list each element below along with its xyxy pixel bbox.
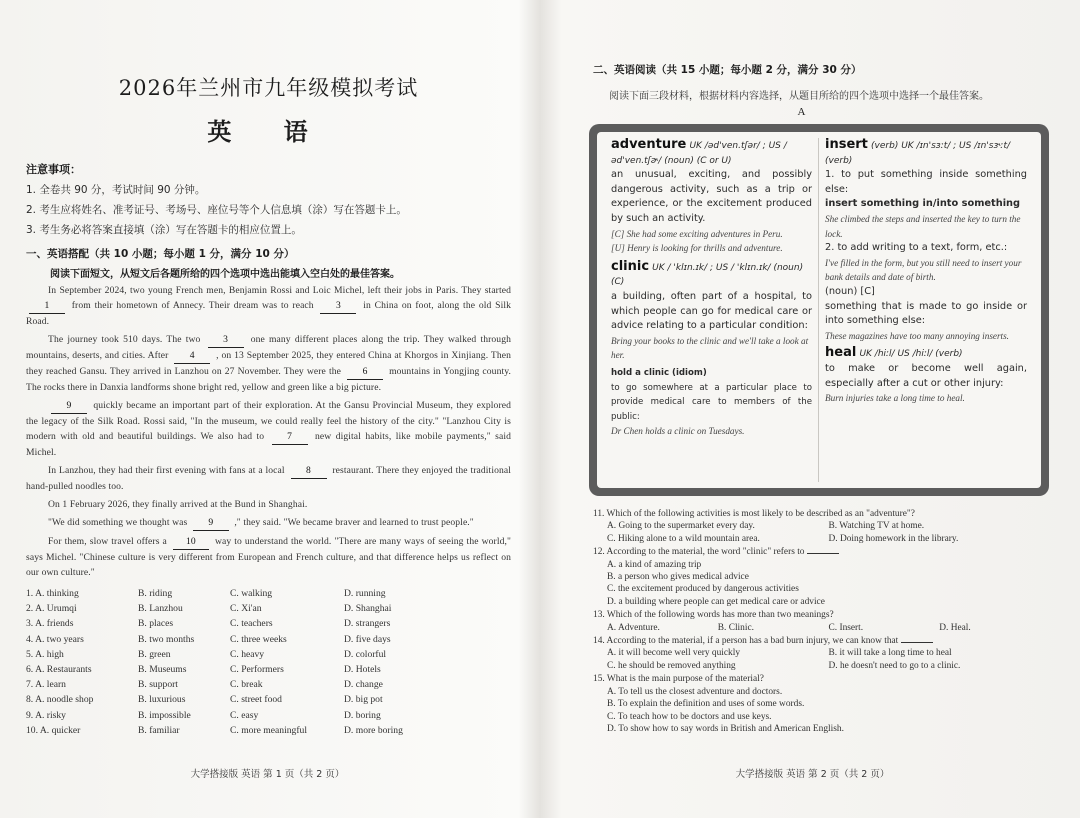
option: B. familiar bbox=[138, 724, 180, 736]
option: 10. A. quicker bbox=[26, 724, 81, 736]
blank: 9 bbox=[51, 398, 87, 414]
passage-text: mountains in Yongjing county. The rocks there in Danxia landforms shone bright red, yellow and green like a big picture. bbox=[26, 366, 512, 393]
example: She climbed the steps and inserted the key to turn the lock. bbox=[825, 213, 1021, 239]
section-2-heading: 二、英语阅读（共 15 小题；每小题 2 分，满分 30 分） bbox=[593, 64, 862, 76]
option: C. break bbox=[230, 679, 263, 691]
notes-title: 注意事项： bbox=[26, 163, 81, 176]
option: C. Performers bbox=[230, 664, 284, 676]
option: D. Doing homework in the library. bbox=[828, 533, 959, 544]
option: D. he doesn't need to go to a clinic. bbox=[828, 660, 961, 671]
option: D. big pot bbox=[344, 694, 383, 706]
dictionary-page bbox=[597, 132, 1041, 488]
option: C. To teach how to be doctors and use keys. bbox=[607, 711, 772, 722]
example: Dr Chen holds a clinic on Tuesdays. bbox=[611, 426, 745, 437]
section-2-instructions: 阅读下面三段材料，根据材料内容选择，从题目所给的四个选项中选择一个最佳答案。 bbox=[609, 91, 989, 102]
option: 1. A. thinking bbox=[26, 588, 79, 600]
option: 7. A. learn bbox=[26, 679, 66, 691]
subject-title: 英 语 bbox=[207, 118, 330, 146]
blank: 10 bbox=[173, 534, 209, 550]
section-1-heading: 一、英语搭配（共 10 小题；每小题 1 分，满分 10 分） bbox=[26, 248, 295, 260]
definition: 1. to put something inside something else: bbox=[825, 169, 1027, 195]
passage-paragraph bbox=[26, 398, 511, 460]
option: D. Hotels bbox=[344, 664, 381, 676]
option: B. Lanzhou bbox=[138, 603, 183, 615]
option: A. a kind of amazing trip bbox=[607, 559, 702, 570]
definition: 2. to add writing to a text, form, etc.: bbox=[825, 242, 1008, 254]
option: C. Hiking alone to a wild mountain area. bbox=[607, 533, 760, 544]
option: 6. A. Restaurants bbox=[26, 664, 92, 676]
option: B. impossible bbox=[138, 709, 191, 721]
question-stem bbox=[593, 546, 1050, 558]
question-stem-text: 12. According to the material, the word "clinic" refers to bbox=[593, 547, 805, 558]
option: D. a building where people can get medical care or advice bbox=[607, 596, 825, 607]
option: D. boring bbox=[344, 709, 381, 721]
question-options bbox=[593, 647, 1050, 672]
dictionary-column-right bbox=[819, 138, 1033, 482]
passage-text: restaurant. There they enjoyed the traditional hand-pulled noodles too. bbox=[26, 465, 512, 492]
example: Bring your books to the clinic and we'll take a look at her. bbox=[611, 335, 809, 361]
option: D. Shanghai bbox=[344, 603, 392, 615]
passage-text: The journey took 510 days. The two bbox=[48, 334, 201, 345]
pronunciation: UK /hiːl/ US /hiːl/ (verb) bbox=[859, 349, 963, 360]
question-stem bbox=[593, 635, 1050, 647]
blank: 4 bbox=[174, 348, 210, 364]
passage-paragraph bbox=[26, 283, 511, 329]
option-row bbox=[26, 723, 511, 738]
option: B. support bbox=[138, 679, 178, 691]
passage-label: A bbox=[797, 106, 806, 118]
pronunciation: UK /əd'ven.tʃər/ ; US /əd'ven.tʃɚ/ (noun) (C or U) bbox=[611, 141, 787, 166]
passage-text: ," they said. "We became braver and learned to trust people." bbox=[234, 517, 474, 528]
option: A. Going to the supermarket every day. bbox=[607, 521, 755, 532]
option: B. green bbox=[138, 648, 171, 660]
headword: insert bbox=[825, 137, 868, 152]
passage-text: in China on foot, along the old Silk Road. bbox=[26, 300, 512, 327]
example: Burn injuries take a long time to heal. bbox=[825, 393, 965, 404]
blank: 6 bbox=[347, 364, 383, 380]
example: [U] Henry is looking for thrills and adventure. bbox=[611, 243, 783, 254]
option-row bbox=[26, 662, 511, 677]
passage-text: quickly became an important part of their exploration. At the Gansu Provincial Museum, they explored the legacy of the Silk Road. Rossi said, "In the museum, we could really feel the history of the city." "Lanzhou City is modern with old and beautiful buildings. We also had to bbox=[26, 400, 511, 442]
question-stem: 11. Which of the following activities is most likely to be described as an "adventure"? bbox=[593, 509, 915, 519]
page-footer: 大学搭接版 英语 第 1 页（共 2 页） bbox=[190, 769, 345, 780]
headword: heal bbox=[825, 345, 857, 361]
entry-insert bbox=[825, 138, 1027, 343]
option: C. Xi'an bbox=[230, 603, 262, 615]
option-row bbox=[26, 586, 511, 601]
answer-blank bbox=[807, 553, 839, 554]
blank: 1 bbox=[29, 298, 65, 314]
option: B. Clinic. bbox=[717, 622, 754, 633]
option: B. places bbox=[138, 618, 174, 630]
answer-blank bbox=[901, 642, 933, 643]
example: [C] She had some exciting adventures in Peru. bbox=[611, 228, 783, 239]
passage-text: For them, slow travel offers a bbox=[48, 536, 167, 547]
question-stem-text: 14. According to the material, if a person has a bad burn injury, we can know that bbox=[593, 636, 899, 647]
passage-paragraph bbox=[26, 534, 511, 580]
note-item: 1. 全卷共 90 分，考试时间 90 分钟。 bbox=[26, 184, 206, 196]
option: B. it will take a long time to heal bbox=[828, 648, 952, 659]
passage-text: way to understand the world. "There are many ways of seeing the world," says Michel. "Chinese culture is very different from European and French culture, and that difference helps us reflect on our own culture." bbox=[26, 536, 511, 578]
option: 3. A. friends bbox=[26, 618, 74, 630]
option: 9. A. risky bbox=[26, 709, 66, 721]
question bbox=[593, 508, 1050, 545]
passage-text: "We did something we thought was bbox=[48, 517, 188, 528]
blank: 7 bbox=[272, 429, 308, 445]
passage-paragraph bbox=[26, 515, 511, 531]
option-row bbox=[26, 692, 511, 707]
blank: 9 bbox=[193, 515, 229, 531]
passage-text: one many different places along the trip. They walked through mountains, deserts, and cities. After bbox=[26, 334, 511, 361]
dictionary-column-left bbox=[605, 138, 819, 482]
option: B. Museums bbox=[138, 664, 187, 676]
option: 8. A. noodle shop bbox=[26, 694, 94, 706]
passage-text: On 1 February 2026, they finally arrived at the Bund in Shanghai. bbox=[48, 499, 308, 510]
option: B. a person who gives medical advice bbox=[607, 572, 749, 583]
option: C. Insert. bbox=[828, 622, 864, 633]
answer-options bbox=[26, 586, 511, 738]
definition: to make or become well again, especially after a cut or other injury: bbox=[825, 362, 1027, 389]
option: B. Watching TV at home. bbox=[828, 521, 925, 532]
question bbox=[593, 635, 1050, 672]
headword: adventure bbox=[611, 137, 687, 152]
option: D. Heal. bbox=[939, 622, 971, 633]
headword: clinic bbox=[611, 258, 650, 274]
pronunciation: UK / 'klɪn.ɪk/ ; US / 'klɪn.ɪk/ (noun) (C) bbox=[611, 262, 804, 288]
question-options bbox=[593, 622, 1050, 634]
question-options bbox=[593, 686, 1050, 736]
option-row bbox=[26, 616, 511, 631]
option: D. To show how to say words in British and American English. bbox=[607, 723, 844, 734]
option: A. Adventure. bbox=[607, 622, 660, 633]
passage-text: In Lanzhou, they had their first evening with fans at a local bbox=[48, 465, 285, 476]
option: B. two months bbox=[138, 633, 195, 645]
question-options bbox=[593, 559, 1050, 609]
option: C. the excitement produced by dangerous activities bbox=[607, 584, 799, 595]
passage-text: , on 13 September 2025, they entered China at Khorgos in Xinjiang. Then they reached Gansu. They arrived in Lanzhou on 27 November. They were the bbox=[26, 350, 512, 377]
option: C. more meaningful bbox=[230, 724, 307, 736]
option: C. easy bbox=[230, 709, 259, 721]
option: B. riding bbox=[138, 588, 173, 600]
dictionary-image bbox=[589, 124, 1049, 496]
example: I've filled in the form, but you still need to insert your bank details and date of birth. bbox=[825, 257, 1022, 283]
definition: a building, often part of a hospital, to which people can go for medical care or advice relating to a particular condition: bbox=[611, 290, 812, 332]
question-list bbox=[593, 508, 1050, 735]
passage-text: from their hometown of Annecy. Their dream was to reach bbox=[71, 300, 314, 311]
blank: 3 bbox=[320, 298, 356, 314]
passage-text: new digital habits, like mobile payments," said Michel. bbox=[26, 431, 511, 458]
idiom: hold a clinic (idiom) bbox=[611, 367, 707, 378]
passage-paragraph bbox=[26, 497, 511, 512]
option: C. teachers bbox=[230, 618, 273, 630]
option: A. it will become well very quickly bbox=[607, 648, 741, 659]
option: 4. A. two years bbox=[26, 633, 84, 645]
passage-text: In September 2024, two young French men, Benjamin Rossi and Loic Michel, left their jobs in Paris. They started bbox=[48, 285, 511, 296]
option: 5. A. high bbox=[26, 648, 64, 660]
option: D. running bbox=[344, 588, 386, 600]
entry-adventure bbox=[611, 138, 812, 256]
note-item: 3. 考生务必将答案直接填（涂）写在答题卡的相应位置上。 bbox=[26, 224, 302, 236]
question-stem: 13. Which of the following words has more than two meanings? bbox=[593, 610, 834, 621]
passage-paragraph bbox=[26, 332, 511, 395]
option: D. strangers bbox=[344, 618, 391, 630]
option: A. To tell us the closest adventure and doctors. bbox=[607, 686, 783, 697]
option: B. To explain the definition and uses of some words. bbox=[607, 699, 805, 710]
example: These magazines have too many annoying inserts. bbox=[825, 330, 1009, 341]
note-item: 2. 考生应将姓名、准考证号、考场号、座位号等个人信息填（涂）写在答题卡上。 bbox=[26, 204, 407, 216]
definition: something that is made to go inside or into something else: bbox=[825, 300, 1027, 327]
option: C. he should be removed anything bbox=[607, 660, 736, 671]
idiom-definition: to go somewhere at a particular place to provide medical care to members of the public: bbox=[611, 382, 812, 422]
page-footer: 大学搭接版 英语 第 2 页（共 2 页） bbox=[735, 769, 890, 780]
question bbox=[593, 609, 1050, 634]
option: D. more boring bbox=[344, 724, 403, 736]
question-options bbox=[593, 520, 1050, 545]
section-1-instructions: 阅读下面短文，从短文后各题所给的四个选项中选出能填入空白处的最佳答案。 bbox=[50, 269, 400, 280]
option: C. three weeks bbox=[230, 633, 287, 645]
option-row bbox=[26, 677, 511, 692]
passage-paragraph bbox=[26, 463, 511, 494]
option: D. five days bbox=[344, 633, 391, 645]
question bbox=[593, 673, 1050, 735]
option-row bbox=[26, 601, 511, 616]
collocation: insert something in/into something bbox=[825, 198, 1021, 210]
option: B. luxurious bbox=[138, 694, 186, 706]
blank: 3 bbox=[208, 332, 244, 348]
exam-title: 2026年兰州市九年级模拟考试 bbox=[118, 76, 419, 100]
left-page bbox=[0, 0, 535, 818]
option-row bbox=[26, 708, 511, 723]
option-row bbox=[26, 647, 511, 662]
option: D. change bbox=[344, 679, 383, 691]
option: C. street food bbox=[230, 694, 282, 706]
blank: 8 bbox=[291, 463, 327, 479]
pronunciation: (verb) UK /ɪn'sɜːt/ ; US /ɪn'sɝːt/ (verb) bbox=[825, 141, 1011, 166]
definition: an unusual, exciting, and possibly dangerous activity, such as a trip or experience, or the excitement produced by such an activity. bbox=[611, 169, 812, 224]
option: C. heavy bbox=[230, 648, 265, 660]
option-row bbox=[26, 632, 511, 647]
option: C. walking bbox=[230, 588, 273, 600]
question bbox=[593, 546, 1050, 608]
option: 2. A. Urumqi bbox=[26, 603, 77, 615]
option: D. colorful bbox=[344, 648, 387, 660]
question-stem: 15. What is the main purpose of the material? bbox=[593, 674, 764, 685]
right-page bbox=[545, 0, 1080, 818]
entry-clinic bbox=[611, 260, 812, 439]
entry-heal bbox=[825, 346, 1027, 405]
part-of-speech: (noun) [C] bbox=[825, 285, 875, 297]
